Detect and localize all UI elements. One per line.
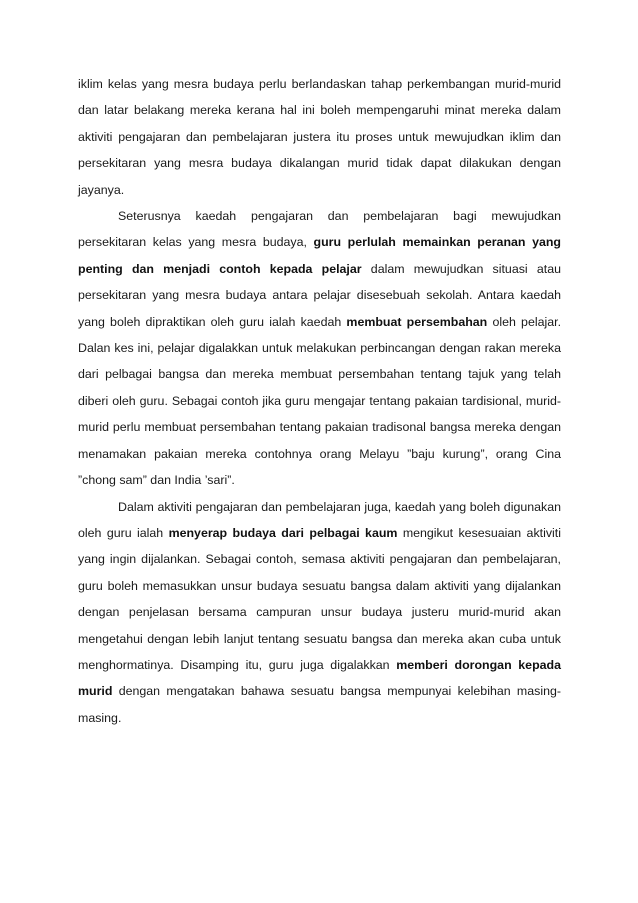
paragraph-2 <box>78 203 561 493</box>
paragraph-2-bold-1: guru perlulah memainkan peranan yang penting dan menjadi contoh kepada pelajar <box>78 235 561 276</box>
paragraph-2-bold-2: membuat persembahan <box>346 314 488 329</box>
paragraph-2-text-2: dalam mewujudkan situasi atau persekitaran yang mesra budaya antara pelajar disesebuah sekolah. Antara kaedah yang boleh dipraktikan oleh guru ialah kaedah <box>78 261 561 329</box>
paragraph-3-text-2: mengikut kesesuaian aktiviti yang ingin dijalankan. Sebagai contoh, semasa aktiviti pengajaran dan pembelajaran, guru boleh memasukkan unsur budaya sesuatu bangsa dalam aktiviti yang dijalankan dengan penjelasan bersama campuran unsur budaya justeru murid-murid akan mengetahui dengan lebih lanjut tentang sesuatu bangsa dan mereka akan cuba untuk menghormatinya. Disamping itu, guru juga digalakkan <box>78 525 561 672</box>
paragraph-3 <box>78 494 561 732</box>
paragraph-3-text-3: dengan mengatakan bahawa sesuatu bangsa mempunyai kelebihan masing-masing. <box>78 684 561 725</box>
paragraph-3-bold-2: memberi dorongan kepada murid <box>78 657 561 699</box>
paragraph-3-bold-1: menyerap budaya dari pelbagai kaum <box>168 525 398 540</box>
paragraph-1-text: iklim kelas yang mesra budaya perlu berlandaskan tahap perkembangan murid-murid dan latar belakang mereka kerana hal ini boleh mempengaruhi minat mereka dalam aktiviti pengajaran dan pembelajaran justera itu proses untuk mewujudkan iklim dan persekitaran yang mesra budaya dikalangan murid tidak dapat dilakukan dengan jayanya. <box>78 77 561 197</box>
paragraph-1 <box>78 71 561 203</box>
document-page <box>78 71 561 731</box>
paragraph-2-text-3: oleh pelajar. Dalan kes ini, pelajar digalakkan untuk melakukan perbincangan dengan rakan mereka dari pelbagai bangsa dan mereka membuat persembahan tentang tajuk yang telah diberi oleh guru. Sebagai contoh jika guru mengajar tentang pakaian tardisional, murid-murid perlu membuat persembahan tentang pakaian tradisonal bangsa mereka dengan menamakan pakaian mereka contohnya orang Melayu ”baju kurung”, orang Cina ”chong sam” dan India ’sari”. <box>78 314 562 488</box>
paragraph-2-text-1: Seterusnya kaedah pengajaran dan pembelajaran bagi mewujudkan persekitaran kelas yang mesra budaya, <box>78 209 561 250</box>
paragraph-3-text-1: Dalam aktiviti pengajaran dan pembelajaran juga, kaedah yang boleh digunakan oleh guru ialah <box>78 499 561 540</box>
